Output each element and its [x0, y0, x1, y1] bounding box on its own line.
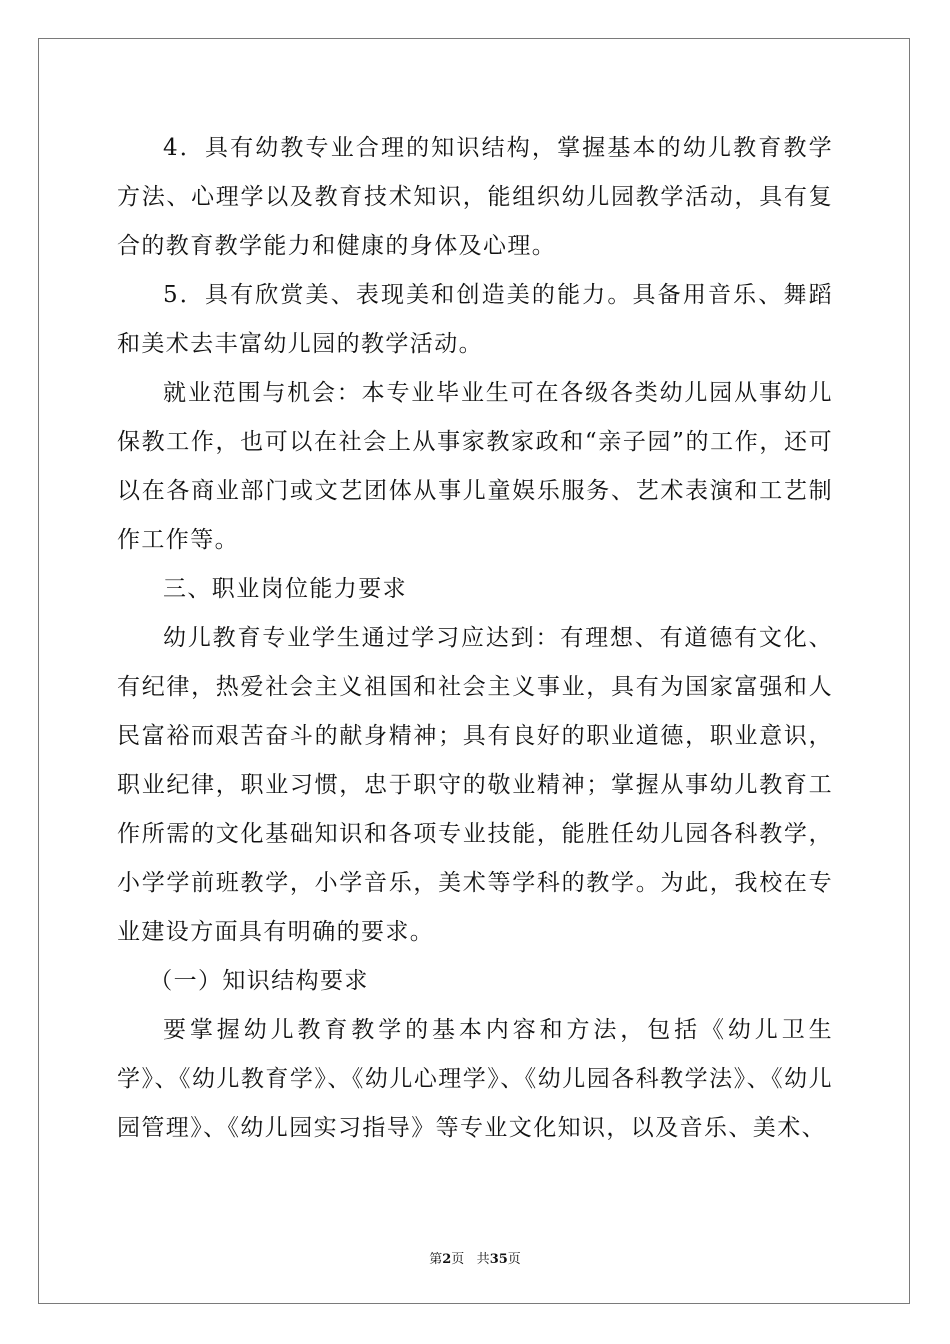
footer-total-pages: 35	[489, 1252, 508, 1267]
footer-page-number: 2	[442, 1252, 452, 1267]
footer-total-unit: 页	[507, 1252, 521, 1267]
paragraph-employment: 就业范围与机会：本专业毕业生可在各级各类幼儿园从事幼儿保教工作，也可以在社会上从事家教家政和“亲子园”的工作，还可以在各商业部门或文艺团体从事儿童娱乐服务、艺术表演和工艺制作工作等。	[117, 380, 833, 553]
paragraph-knowledge-structure: 要掌握幼儿教育教学的基本内容和方法，包括《幼儿卫生学》、《幼儿教育学》、《幼儿心理学》、《幼儿园各科教学法》、《幼儿园管理》、《幼儿园实习指导》等专业文化知识，以及音乐、美术、	[117, 1017, 833, 1141]
paragraph-item-4: 4．具有幼教专业合理的知识结构，掌握基本的幼儿教育教学方法、心理学以及教育技术知识，能组织幼儿园教学活动，具有复合的教育教学能力和健康的身体及心理。	[117, 135, 833, 259]
footer-prefix: 第	[429, 1252, 443, 1267]
subsection-heading-1: （一）知识结构要求	[149, 968, 369, 994]
paragraph-ability-requirements: 幼儿教育专业学生通过学习应达到：有理想、有道德有文化、有纪律，热爱社会主义祖国和社会主义事业，具有为国家富强和人民富裕而艰苦奋斗的献身精神；具有良好的职业道德，职业意识，职业纪律，职业习惯，忠于职守的敬业精神；掌握从事幼儿教育工作所需的文化基础知识和各项专业技能，能胜任幼儿园各科教学，小学学前班教学，小学音乐，美术等学科的教学。为此，我校在专业建设方面具有明确的要求。	[117, 625, 833, 945]
page-footer	[0, 1248, 950, 1267]
footer-total-prefix: 共	[476, 1252, 490, 1267]
section-heading-3: 三、职业岗位能力要求	[163, 576, 407, 602]
document-body	[117, 124, 833, 1153]
paragraph-item-5: 5．具有欣赏美、表现美和创造美的能力。具备用音乐、舞蹈和美术去丰富幼儿园的教学活动。	[117, 282, 833, 357]
footer-page-unit: 页	[451, 1252, 465, 1267]
